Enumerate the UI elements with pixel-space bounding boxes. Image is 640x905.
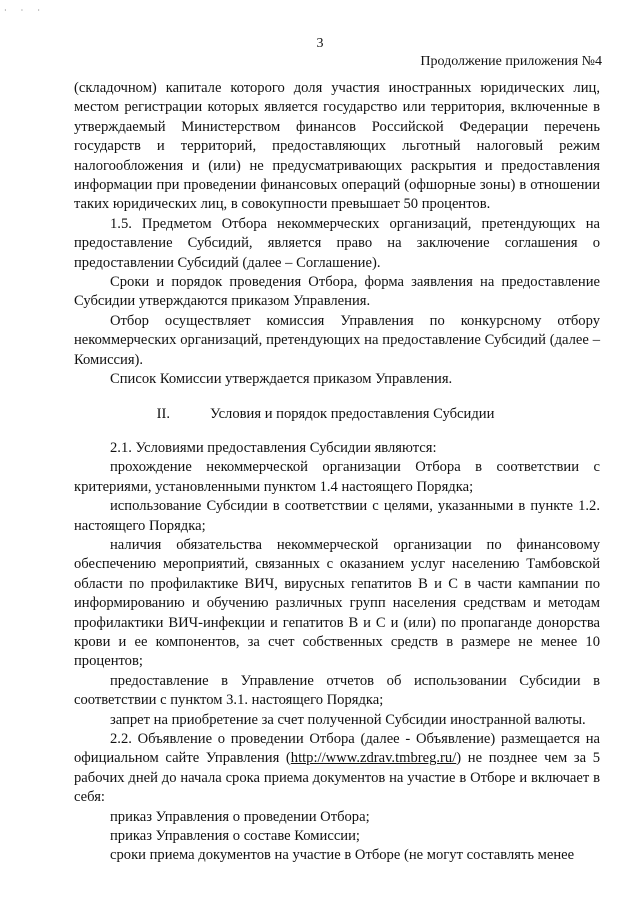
paragraph: сроки приема документов на участие в Отборе (не могут составлять менее [110,847,575,864]
paragraph: запрет на приобретение за счет полученной Субсидии иностранной валюты. [110,711,586,728]
paragraph-text: 2.2. Объявление о проведении Отбора (далее - Объявление) размещается на официальном сайте Управления ( [74,731,600,767]
paragraph: (складочном) капитале которого доля участия иностранных юридических лиц, местом регистрации которых является государство или территория, включенные в утверждаемый Министерством финансов Российской Федерации перечень государств и территорий, предоставляющих льготный налоговый режим налогообложения и (или) не предусматривающих раскрытия и предоставления информации при проведении финансовых операций (офшорные зоны) в отношении таких юридических лиц, в совокупности превышает 50 процентов. [74,80,600,213]
paragraph: Отбор осуществляет комиссия Управления по конкурсному отбору некоммерческих организаций, претендующих на предоставление Субсидий (далее – Комиссия). [74,312,600,368]
paragraph: Список Комиссии утверждается приказом Управления. [110,371,453,388]
website-link[interactable]: http://www.zdrav.tmbreg.ru/ [290,750,457,767]
section-heading [74,405,600,424]
scan-specks: · · · [4,6,46,15]
paragraph: использование Субсидии в соответствии с целями, указанными в пункте 1.2. настоящего Порядка; [74,498,600,534]
paragraph: приказ Управления о составе Комиссии; [110,828,360,845]
paragraph-text: ) не позднее чем за 5 рабочих дней до начала срока приема документов на участие в Отборе и включает в себя: [74,750,600,806]
paragraph: 2.1. Условиями предоставления Субсидии являются: [110,439,437,456]
paragraph: наличия обязательства некоммерческой организации по финансовому обеспечению мероприятий, связанных с оказанием услуг населению Тамбовской области по профилактике ВИЧ, вирусных гепатитов В и С в части кампании по информированию и обучению различных групп населения средствам и методам профилактики ВИЧ-инфекции и гепатитов В и С и (или) по пропаганде донорства крови и ее компонентов, за счет собственных средств в размере не менее 10 процентов; [74,536,600,670]
paragraph: предоставление в Управление отчетов об использовании Субсидии в соответствии с пунктом 3.1. настоящего Порядка; [74,672,600,709]
paragraph: приказ Управления о проведении Отбора; [110,808,370,825]
section-number: II. [156,405,170,422]
paragraph [74,730,600,808]
paragraph: прохождение некоммерческой организации Отбора в соответствии с критериями, установленными пунктом 1.4 настоящего Порядка; [74,459,600,495]
section-title: Условия и порядок предоставления Субсидии [210,405,495,422]
paragraph: 1.5. Предметом Отбора некоммерческих организаций, претендующих на предоставление Субсидий, является право на заключение соглашения о предоставлении Субсидий (далее – Соглашение). [74,215,600,271]
page-number: 3 [316,36,324,51]
continuation-label: Продолжение приложения №4 [420,54,602,69]
document-body [74,79,600,866]
paragraph: Сроки и порядок проведения Отбора, форма заявления на предоставление Субсидии утверждаются приказом Управления. [74,274,600,310]
